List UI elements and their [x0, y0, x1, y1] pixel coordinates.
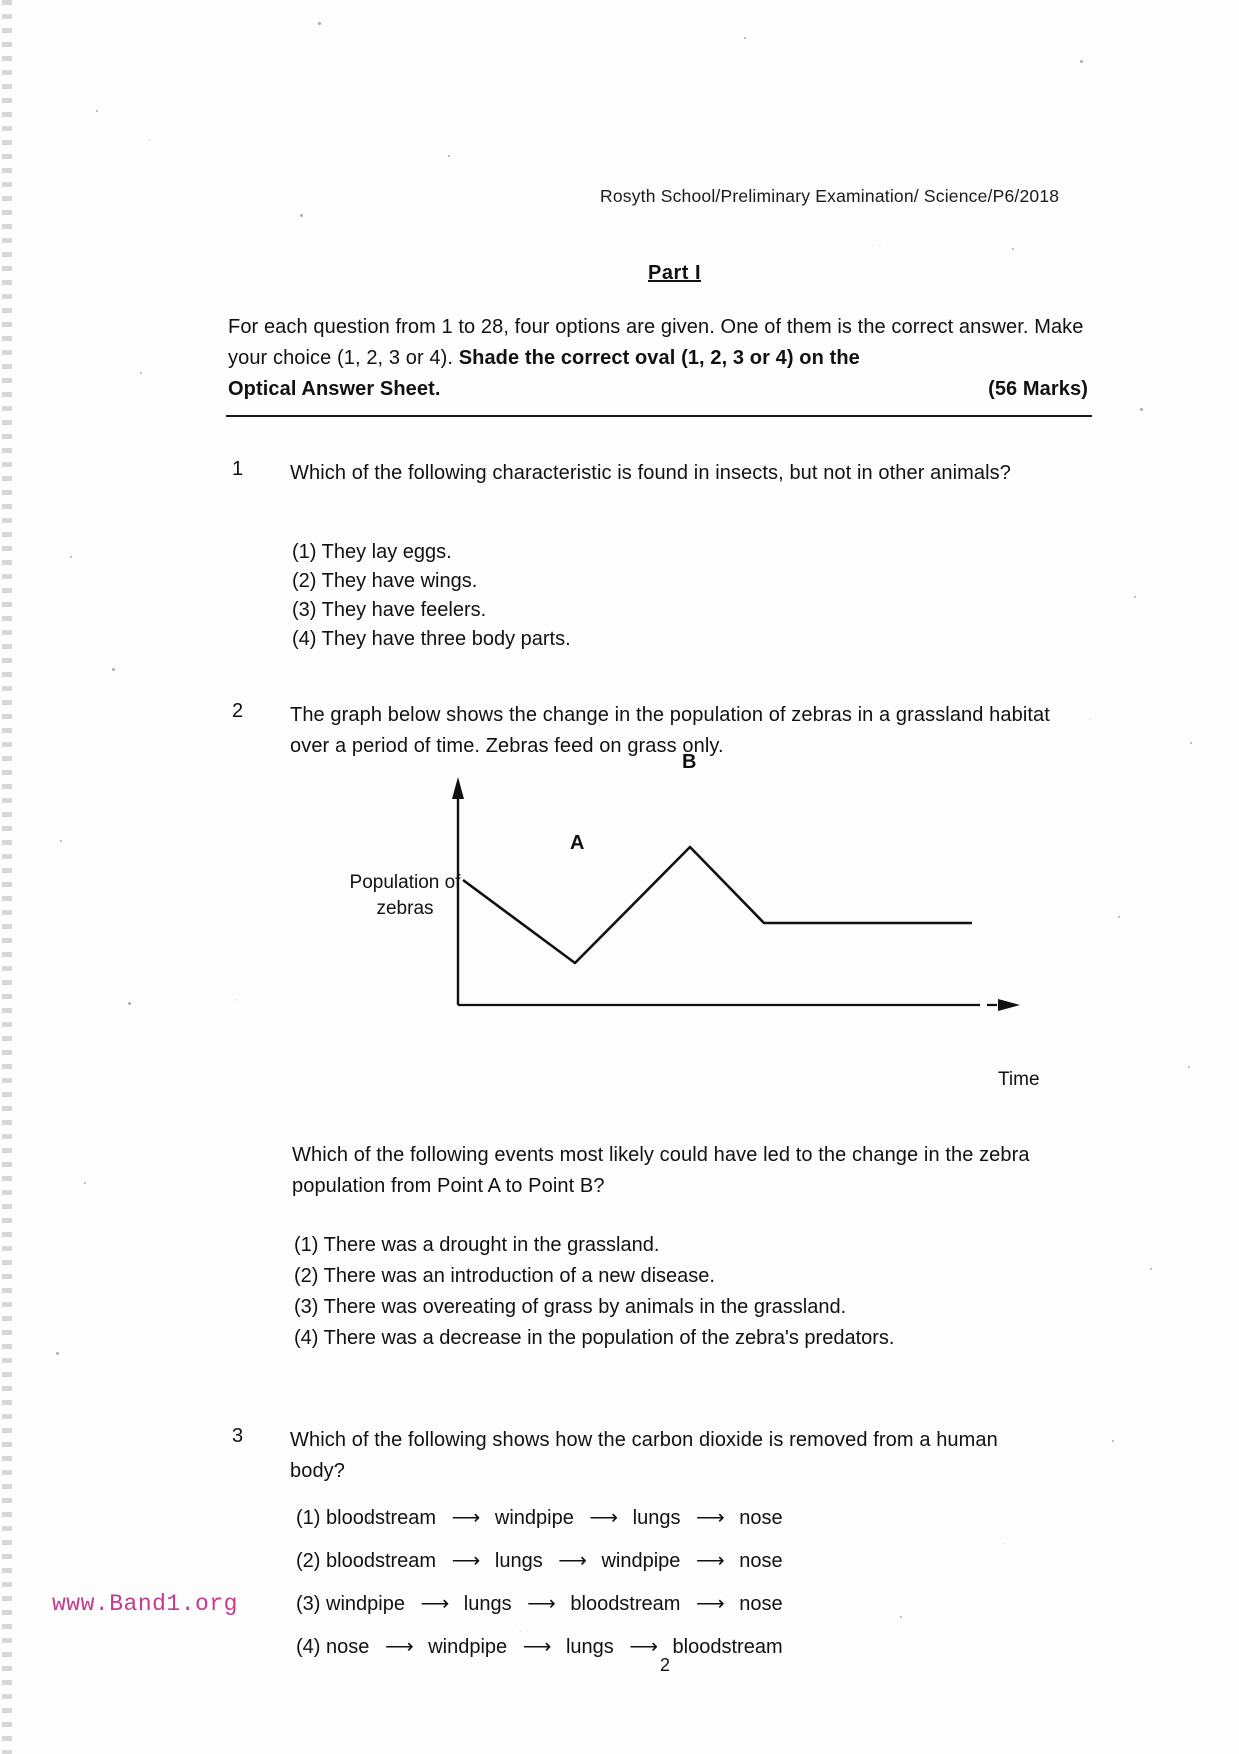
question-2-number: 2 [232, 700, 244, 722]
question-2-followup-text: Which of the following events most likely could have led to the change in the zebra population from Point A to Point B? [292, 1144, 1030, 1197]
horizontal-divider [226, 415, 1092, 417]
question-2-option-1[interactable]: (1) There was a drought in the grassland. [294, 1234, 660, 1256]
instructions-line-1: For each question from 1 to 28, four options are given. One of them is the correct [228, 316, 954, 338]
question-3-option-4-step-2: windpipe [428, 1636, 508, 1658]
arrow-icon: ⟶ [696, 1593, 724, 1615]
arrow-icon: ⟶ [527, 1593, 555, 1615]
question-2-option-4[interactable]: (4) There was a decrease in the population of the zebra's predators. [294, 1327, 895, 1349]
question-1-number: 1 [232, 458, 244, 480]
question-3-option-1-step-1: bloodstream [326, 1507, 437, 1529]
question-2-option-3[interactable]: (3) There was overeating of grass by animals in the grassland. [294, 1296, 847, 1318]
page-title: Part I [648, 262, 702, 284]
exam-header: Rosyth School/Preliminary Examination/ Science/P6/2018 [600, 186, 1060, 206]
question-3-text: Which of the following shows how the carbon dioxide is removed from a human body? [290, 1429, 998, 1482]
question-3-option-4-step-1: nose [326, 1636, 370, 1658]
chart-svg [330, 775, 1130, 1075]
question-1-options [292, 538, 571, 654]
arrow-icon: ⟶ [451, 1507, 480, 1529]
question-3-option-3-step-4: nose [739, 1593, 783, 1615]
arrow-icon: ⟶ [558, 1550, 586, 1572]
question-3-option-1-step-4: nose [739, 1507, 783, 1529]
question-1-option-1[interactable]: (1) They lay eggs. [292, 541, 452, 563]
arrow-icon: ⟶ [420, 1593, 449, 1615]
question-3-option-3-step-1: windpipe [326, 1593, 405, 1615]
arrow-icon: ⟶ [696, 1550, 724, 1572]
question-1-text: Which of the following characteristic is found in insects, but not in other animals? [290, 462, 1011, 484]
question-3-option-2-step-1: bloodstream [326, 1550, 437, 1572]
question-1-option-4[interactable]: (4) They have three body parts. [292, 628, 571, 650]
question-3-option-4-step-3: lungs [565, 1636, 614, 1658]
instructions-row-3 [228, 374, 1088, 405]
instructions-line-2-normal: answer. Make your choice (1, 2, 3 or 4). [228, 316, 1084, 369]
question-3-option-1-label: (1) [296, 1507, 321, 1529]
arrow-icon: ⟶ [451, 1550, 480, 1572]
question-3-option-4-label: (4) [296, 1636, 321, 1658]
instructions-line-2-bold: Shade the correct oval (1, 2, 3 or 4) on the [458, 347, 860, 369]
chart-x-axis-label: Time [998, 1069, 1040, 1090]
question-2-option-2[interactable]: (2) There was an introduction of a new disease. [294, 1265, 715, 1287]
arrow-icon: ⟶ [384, 1636, 413, 1658]
question-3-option-4[interactable] [296, 1634, 783, 1659]
question-3-option-3-label: (3) [296, 1593, 321, 1615]
chart-annotation-b: B [682, 751, 697, 773]
arrow-icon: ⟶ [589, 1507, 618, 1529]
question-3-option-1[interactable] [296, 1505, 783, 1530]
question-3-option-2[interactable] [296, 1548, 783, 1573]
arrow-icon: ⟶ [696, 1507, 724, 1529]
instructions-line-3-bold: Optical Answer Sheet. [228, 378, 441, 400]
question-3-option-2-step-4: nose [739, 1550, 783, 1572]
question-3-option-1-step-2: windpipe [494, 1507, 574, 1529]
question-1-option-3[interactable]: (3) They have feelers. [292, 599, 487, 621]
arrow-icon: ⟶ [629, 1636, 657, 1658]
instructions-block [228, 312, 1088, 405]
page-number: 2 [660, 1655, 671, 1675]
question-3-option-2-step-3: windpipe [601, 1550, 681, 1572]
question-2-text: The graph below shows the change in the population of zebras in a grassland habitat over a period of time. Zebras feed on grass only. [290, 704, 1050, 757]
question-3-option-2-step-2: lungs [494, 1550, 543, 1572]
chart-annotation-a: A [570, 832, 585, 854]
question-3-option-4-step-4: bloodstream [672, 1636, 783, 1658]
question-3-option-3-step-2: lungs [463, 1593, 512, 1615]
question-3-option-3-step-3: bloodstream [570, 1593, 681, 1615]
question-1-option-2[interactable]: (2) They have wings. [292, 570, 478, 592]
question-3-option-3[interactable] [296, 1591, 783, 1616]
arrow-icon: ⟶ [522, 1636, 551, 1658]
chart-y-axis-label: Population of zebras [349, 872, 461, 919]
question-3-option-1-step-3: lungs [632, 1507, 681, 1529]
zebra-population-chart [330, 751, 1130, 1115]
question-2-options [294, 1230, 894, 1354]
question-3-number: 3 [232, 1425, 244, 1447]
site-watermark: www.Band1.org [52, 1591, 238, 1617]
marks-total: (56 Marks) [988, 378, 1088, 400]
question-3-option-2-label: (2) [296, 1550, 321, 1572]
